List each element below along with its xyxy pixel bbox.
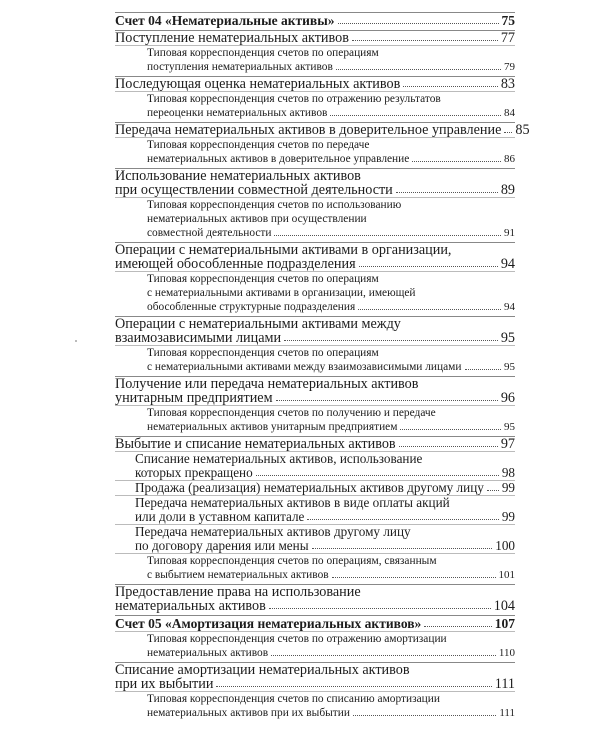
toc-item-entry: [115, 451, 515, 480]
toc-entry-text: Типовая корреспонденция счетов по отражению амортизации: [147, 633, 447, 645]
page-number: 96: [500, 390, 515, 406]
page-number: 101: [498, 569, 515, 581]
toc-section-entry: [115, 168, 515, 197]
toc-entry-line: [115, 77, 515, 91]
toc-entry-line: [115, 437, 515, 451]
page-number: 95: [500, 330, 515, 346]
page-number: 95: [504, 421, 515, 433]
toc-entry-line: [115, 183, 515, 197]
toc-section-entry: [115, 242, 515, 271]
toc-subsection-entry: [115, 553, 515, 582]
toc-entry-text: нематериальных активов в доверительное управление: [147, 153, 410, 165]
dot-leader: [403, 86, 498, 87]
toc-account-heading: [115, 615, 515, 631]
toc-item-entry: [115, 495, 515, 524]
toc-subsection-entry: [115, 197, 515, 240]
toc-entry-text: Типовая корреспонденция счетов по передаче: [147, 139, 370, 151]
toc-entry-line: [115, 599, 515, 613]
toc-entry-text: нематериальных активов: [147, 647, 269, 659]
dot-leader: [412, 161, 501, 162]
dot-leader: [487, 490, 499, 491]
toc-entry-text: Типовая корреспонденция счетов по использованию: [147, 199, 402, 211]
toc-entry-text: с выбытием нематериальных активов: [147, 569, 329, 581]
toc-entry-line: [147, 226, 515, 240]
dot-leader: [353, 715, 496, 716]
dot-leader: [400, 429, 501, 430]
toc-entry-line: [147, 420, 515, 434]
dot-leader: [284, 340, 498, 341]
dot-leader: [330, 115, 501, 116]
page-number: 89: [500, 182, 515, 198]
toc-entry-text: Предоставление права на использование: [115, 584, 361, 600]
page-number: 84: [504, 107, 515, 119]
toc-entry-text: или доли в уставном капитале: [135, 509, 305, 524]
dot-leader: [332, 577, 496, 578]
page-number: 107: [494, 616, 515, 631]
toc-entry-line: [115, 122, 530, 138]
toc-entry-text: Передача нематериальных активов другому лицу: [135, 524, 411, 539]
dot-leader: [269, 608, 491, 609]
toc-entry-line: [147, 152, 515, 166]
toc-section-entry: [115, 584, 515, 613]
page-number: 94: [500, 256, 515, 272]
toc-item-entry: [115, 524, 515, 553]
toc-entry-text: переоценки нематериальных активов: [147, 107, 328, 119]
toc-entry-line: [147, 568, 515, 582]
toc-entry-line: [135, 481, 515, 495]
toc-entry-text: Типовая корреспонденция счетов по отражению результатов: [147, 93, 441, 105]
toc-subsection-entry: [115, 137, 515, 166]
toc-entry-text: нематериальных активов унитарным предприятием: [147, 421, 398, 433]
toc-entry-text: Передача нематериальных активов в виде оплаты акций: [135, 495, 450, 510]
page-number: 77: [500, 30, 515, 46]
toc-entry-text: нематериальных активов при осуществлении: [147, 213, 367, 225]
toc-section-entry: [115, 30, 515, 45]
toc-entry-text: Типовая корреспонденция счетов по операциям, связанным: [147, 555, 437, 567]
toc-entry-text: с нематериальными активами в организации, имеющей: [147, 287, 416, 299]
page-number: 111: [494, 676, 515, 692]
dot-leader: [307, 519, 498, 520]
toc-entry-text: имеющей обособленные подразделения: [115, 256, 356, 272]
toc-entry-line: [147, 706, 515, 720]
dot-leader: [271, 655, 496, 656]
toc-subsection-entry: [115, 91, 515, 120]
dot-leader: [338, 23, 499, 24]
page-number: 97: [500, 436, 515, 452]
toc-entry-line: [115, 31, 515, 45]
page-number: 86: [504, 153, 515, 165]
dot-leader: [274, 235, 501, 236]
dot-leader: [276, 400, 498, 401]
toc-entry-line: [147, 646, 515, 660]
toc-entry-text: совместной деятельности: [147, 227, 272, 239]
page-number: 83: [500, 76, 515, 92]
toc-entry-text: Типовая корреспонденция счетов по операциям: [147, 347, 379, 359]
toc-entry-text: Типовая корреспонденция счетов по списанию амортизации: [147, 693, 440, 705]
toc-account-heading: [115, 12, 515, 28]
toc-entry-text: с нематериальными активами между взаимозависимыми лицами: [147, 361, 462, 373]
toc-entry-text: Передача нематериальных активов в доверительное управление: [115, 122, 502, 138]
toc-entry-text: Использование нематериальных активов: [115, 168, 361, 184]
toc-entry-line: [115, 677, 515, 691]
toc-entry-line: [135, 466, 515, 480]
page-number: 94: [504, 301, 515, 313]
toc-entry-text: унитарным предприятием: [115, 390, 273, 406]
dot-leader: [465, 369, 502, 370]
toc-entry-text: Последующая оценка нематериальных активов: [115, 76, 401, 92]
toc-section-entry: [115, 316, 515, 345]
toc-subsection-entry: [115, 691, 515, 720]
toc-entry-line: [147, 106, 515, 120]
toc-entry-text: Операции с нематериальными активами в организации,: [115, 242, 452, 258]
toc-entry-text: Операции с нематериальными активами между: [115, 316, 401, 332]
toc-entry-line: [147, 360, 515, 374]
toc-section-entry: [115, 662, 515, 691]
toc-entry-text: нематериальных активов: [115, 598, 266, 614]
dot-leader: [359, 266, 498, 267]
toc-entry-text: обособленные структурные подразделения: [147, 301, 356, 313]
toc-subsection-entry: [115, 405, 515, 434]
toc-item-entry: [115, 480, 515, 495]
toc-subsection-entry: [115, 631, 515, 660]
toc-section-entry: [115, 122, 530, 138]
toc-entry-text: Списание амортизации нематериальных активов: [115, 662, 410, 678]
scan-speck: [75, 340, 77, 342]
toc-entry-text: Счет 04 «Нематериальные активы»: [115, 13, 335, 28]
toc-entry-text: по договору дарения или мены: [135, 538, 309, 553]
toc-entry-text: Счет 05 «Амортизация нематериальных активов»: [115, 616, 422, 631]
toc-entry-line: [135, 510, 515, 524]
toc-entry-text: взаимозависимыми лицами: [115, 330, 282, 346]
toc-entry-text: Типовая корреспонденция счетов по операциям: [147, 47, 379, 59]
dot-leader: [256, 475, 499, 476]
page-number: 99: [501, 480, 515, 495]
toc-entry-text: поступления нематериальных активов: [147, 61, 333, 73]
toc-entry-text: Списание нематериальных активов, использование: [135, 451, 423, 466]
page-number: 100: [495, 538, 515, 553]
dot-leader: [396, 192, 498, 193]
page-number: 85: [515, 122, 530, 138]
toc-section-entry: [115, 376, 515, 405]
toc-entry-line: [135, 539, 515, 553]
toc-entry-line: [115, 13, 515, 28]
toc-entry-line: [147, 60, 515, 74]
toc-entry-text: которых прекращено: [135, 465, 253, 480]
page-number: 75: [501, 13, 515, 28]
toc-entry-line: [115, 616, 515, 631]
toc-subsection-entry: [115, 271, 515, 314]
toc-entry-text: Выбытие и списание нематериальных активов: [115, 436, 396, 452]
dot-leader: [504, 132, 512, 133]
toc-entry-text: Поступление нематериальных активов: [115, 30, 349, 46]
page-number: 95: [504, 361, 515, 373]
toc-entry-text: Получение или передача нематериальных активов: [115, 376, 419, 392]
dot-leader: [352, 40, 498, 41]
toc-entry-text: Продажа (реализация) нематериальных активов другому лицу: [135, 480, 484, 495]
toc-entry-text: Типовая корреспонденция счетов по операциям: [147, 273, 379, 285]
page-number: 79: [504, 61, 515, 73]
toc-entry-text: нематериальных активов при их выбытии: [147, 707, 350, 719]
toc-entry-text: Типовая корреспонденция счетов по получению и передаче: [147, 407, 436, 419]
dot-leader: [216, 686, 491, 687]
table-of-contents: [115, 12, 530, 720]
toc-section-entry: [115, 76, 515, 91]
toc-subsection-entry: [115, 45, 515, 74]
dot-leader: [424, 626, 491, 627]
toc-entry-line: [147, 300, 515, 314]
toc-subsection-entry: [115, 345, 515, 374]
dot-leader: [399, 446, 498, 447]
dot-leader: [312, 548, 493, 549]
toc-entry-text: при их выбытии: [115, 676, 214, 692]
toc-entry-line: [115, 391, 515, 405]
page-number: 98: [501, 465, 515, 480]
page-number: 99: [501, 509, 515, 524]
dot-leader: [358, 309, 501, 310]
page-number: 110: [498, 647, 515, 659]
toc-entry-text: при осуществлении совместной деятельности: [115, 182, 393, 198]
toc-entry-line: [115, 331, 515, 345]
dot-leader: [336, 69, 501, 70]
toc-entry-line: [115, 257, 515, 271]
page-number: 111: [499, 707, 515, 719]
toc-section-entry: [115, 436, 515, 451]
page-number: 104: [493, 598, 515, 614]
page-number: 91: [504, 227, 515, 239]
